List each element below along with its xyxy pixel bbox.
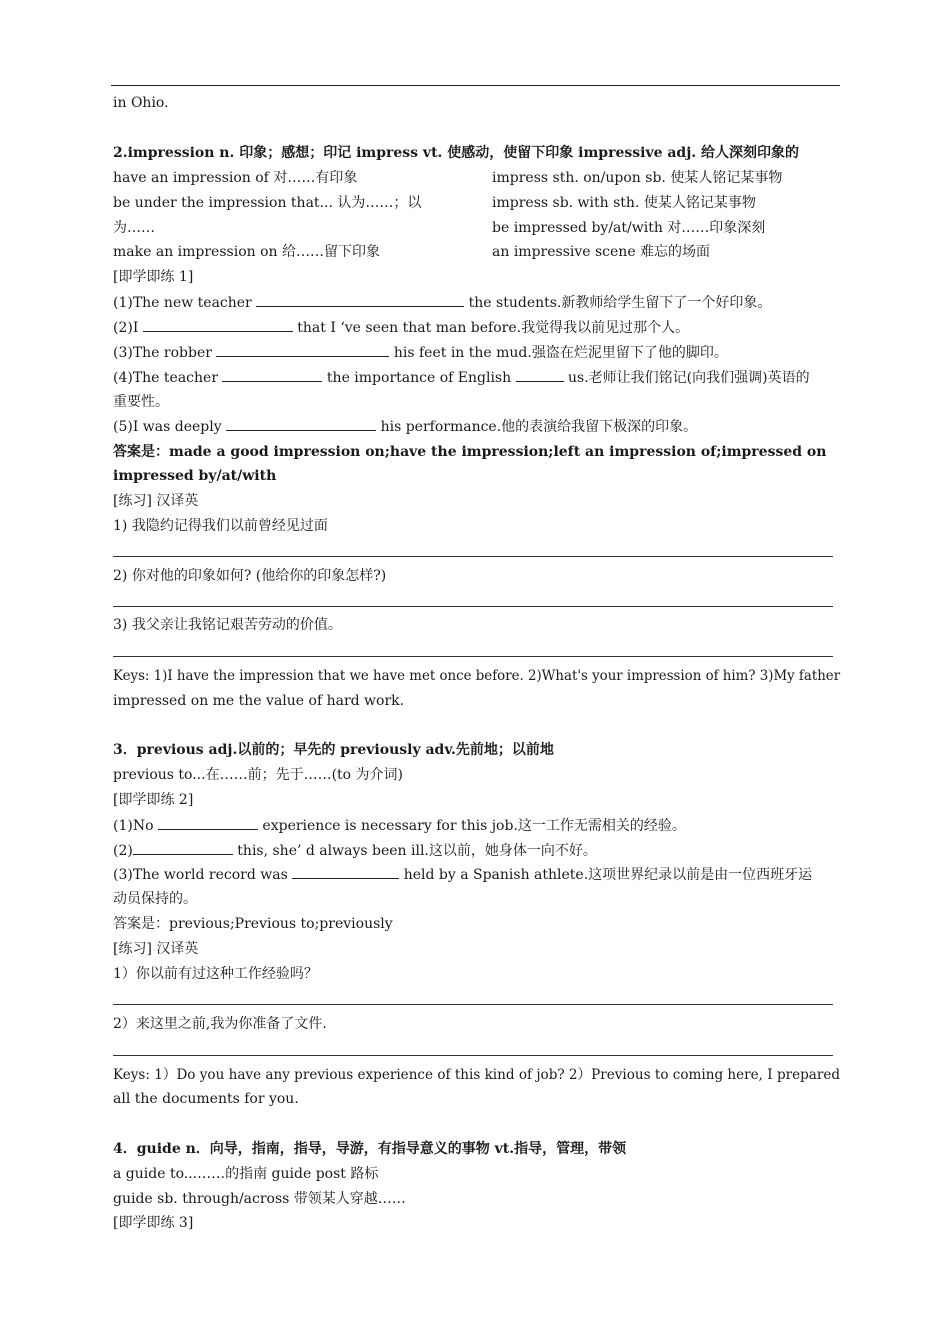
phrase: a guide to...……的指南 guide post 路标 [113, 1166, 379, 1182]
drill-label: [即学即练 3] [113, 1215, 194, 1231]
practice-label: [练习] 汉译英 [113, 493, 199, 509]
blank-field[interactable] [133, 840, 233, 855]
exercise-item: (1)No experience is necessary for this job.这一工作无需相关的经验。 [113, 815, 686, 836]
answer-line[interactable] [113, 1004, 833, 1005]
answer-line[interactable] [113, 656, 833, 657]
phrase: be impressed by/at/with 对……印象深刻 [492, 220, 766, 236]
blank-field[interactable] [222, 367, 322, 382]
exercise-item: (3)The world record was held by a Spanish athlete.这项世界纪录以前是由一位西班牙运 [113, 864, 812, 885]
top-rule [111, 85, 840, 86]
answer-text: 答案是：previous;Previous to;previously [113, 916, 393, 932]
blank-field[interactable] [216, 342, 389, 357]
text-line: 重要性。 [113, 394, 169, 410]
drill-label: [即学即练 2] [113, 792, 194, 808]
phrase: an impressive scene 难忘的场面 [492, 244, 711, 260]
keys-text: Keys: 1)I have the impression that we have met once before. 2)What's your impression of him? 3)My father [113, 668, 841, 684]
translation-prompt: 2）来这里之前,我为你准备了文件. [113, 1016, 327, 1032]
section-heading: 3．previous adj.以前的；早先的 previously adv.先前地；以前地 [113, 742, 554, 758]
exercise-item: (2)I that I ‘ve seen that man before.我觉得我以前见过那个人。 [113, 317, 689, 338]
phrase: impress sth. on/upon sb. 使某人铭记某事物 [492, 170, 783, 186]
phrase: have an impression of 对……有印象 [113, 170, 358, 186]
phrase: impress sb. with sth. 使某人铭记某事物 [492, 195, 756, 211]
exercise-item: (4)The teacher the importance of English us.老师让我们铭记(向我们强调)英语的 [113, 367, 810, 388]
keys-text: impressed on me the value of hard work. [113, 693, 405, 709]
phrase: 为…… [113, 220, 155, 236]
practice-label: [练习] 汉译英 [113, 941, 199, 957]
blank-field[interactable] [143, 317, 293, 332]
answer-line[interactable] [113, 606, 833, 607]
text-line: in Ohio. [113, 95, 169, 111]
blank-field[interactable] [158, 815, 258, 830]
blank-field[interactable] [292, 864, 399, 879]
blank-field[interactable] [516, 367, 564, 382]
translation-prompt: 3) 我父亲让我铭记艰苦劳动的价值。 [113, 617, 342, 633]
exercise-item: (3)The robber his feet in the mud.强盗在烂泥里留下了他的脚印。 [113, 342, 728, 363]
blank-field[interactable] [256, 292, 464, 307]
translation-prompt: 1）你以前有过这种工作经验吗？ [113, 966, 318, 982]
keys-text: all the documents for you. [113, 1091, 299, 1107]
answer-line[interactable] [113, 556, 833, 557]
translation-prompt: 1) 我隐约记得我们以前曾经见过面 [113, 518, 328, 534]
phrase: be under the impression that... 认为……；以 [113, 195, 422, 211]
exercise-item: (1)The new teacher the students.新教师给学生留下了一个好印象。 [113, 292, 771, 313]
answer-text: 答案是：made a good impression on;have the impression;left an impression of;impressed on [113, 444, 827, 460]
phrase: previous to...在……前；先于……(to 为介词) [113, 767, 403, 783]
answer-text: impressed by/at/with [113, 468, 277, 484]
text-line: 动员保持的。 [113, 891, 197, 907]
phrase: make an impression on 给……留下印象 [113, 244, 380, 260]
translation-prompt: 2) 你对他的印象如何? (他给你的印象怎样?) [113, 568, 387, 584]
phrase: guide sb. through/across 带领某人穿越…… [113, 1191, 406, 1207]
section-heading: 2.impression n. 印象；感想；印记 impress vt. 使感动，使留下印象 impressive adj. 给人深刻印象的 [113, 145, 800, 161]
blank-field[interactable] [226, 416, 376, 431]
section-heading: 4．guide n．向导，指南，指导，导游，有指导意义的事物 vt.指导，管理，带领 [113, 1141, 627, 1157]
drill-label: [即学即练 1] [113, 269, 194, 285]
exercise-item: (2) this, she’ d always been ill.这以前，她身体一向不好。 [113, 840, 597, 861]
exercise-item: (5)I was deeply his performance.他的表演给我留下极深的印象。 [113, 416, 697, 437]
keys-text: Keys: 1）Do you have any previous experience of this kind of job? 2）Previous to coming here, I prepared [113, 1067, 841, 1083]
answer-line[interactable] [113, 1055, 833, 1056]
